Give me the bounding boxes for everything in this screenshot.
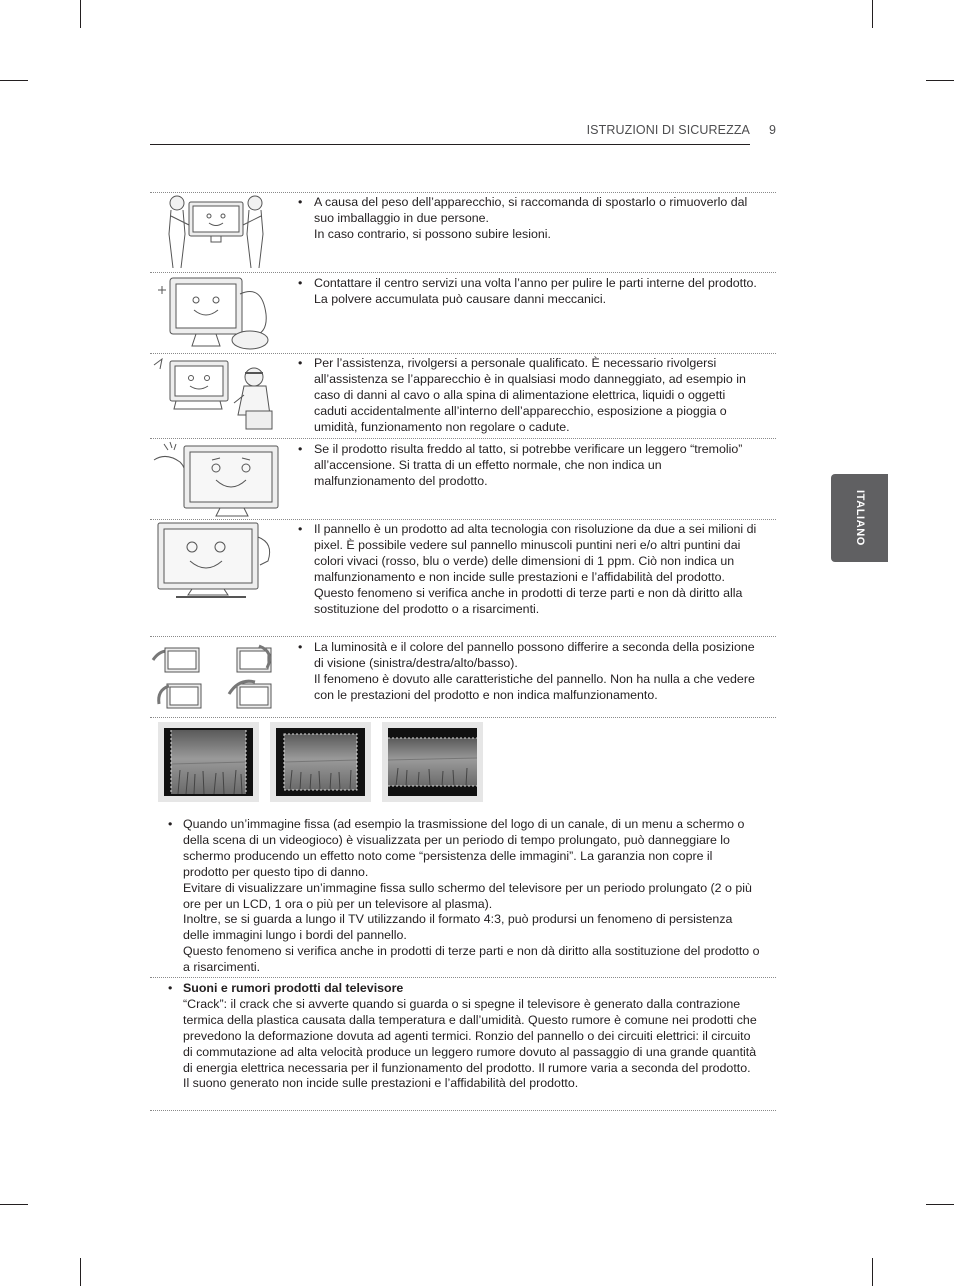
row-divider: [150, 977, 776, 978]
cold-tv-flicker-illustration: [150, 440, 280, 518]
safety-item-cold: [298, 442, 758, 490]
language-tab-label: ITALIANO: [853, 490, 866, 546]
page-header: [150, 122, 776, 146]
safety-item-text: La luminosità e il colore del pannello possono differire a seconda della posizione di visione (sinistra/destra/alto/basso).: [314, 640, 755, 670]
safety-item-service: [298, 356, 758, 436]
notice-text: “Crack”: il crack che si avverte quando si guarda o si spegne il televisore è generato dalla contrazione termica della plastica causata dalla temperatura e dall’umidità. Questo rumore è comune nei prodotti che prevedono la deformazione dovuta ad agenti termici. Ronzio del pannello o dei circuiti elettrici: il circuito di commutazione ad alta velocità produce un leggero rumore dovuto al passaggio di una grande quantità di energia elettrica necessaria per il funzionamento del prodotto. Il rumore varia a seconda del prodotto.: [183, 996, 757, 1075]
notice-text: Evitare di visualizzare un’immagine fissa sullo schermo del televisore per un periodo prolungato (2 o più ore per un LCD, 1 ora o più per un televisore al plasma).: [183, 880, 752, 911]
image-retention-notice: [168, 817, 760, 976]
safety-item-lifting: [298, 195, 758, 243]
crop-mark: [0, 1204, 28, 1205]
notice-text: Il suono generato non incide sulle prestazioni e l’affidabilità del prodotto.: [183, 1076, 579, 1091]
crop-mark: [872, 0, 873, 28]
safety-item-text: Il pannello è un prodotto ad alta tecnologia con risoluzione da due a sei milioni di pixel. È possibile vedere sul pannello minuscoli puntini neri e/o altri puntini dai colori vivaci (rosso, blu o verde) delle dimensioni di 1 ppm. Ciò non indica un malfunzionamento e non incide sulle prestazioni e l’affidabilità del prodotto.: [314, 522, 757, 584]
image-retention-photo-top-bottom-bars: [382, 722, 483, 802]
tv-technician-illustration: [150, 355, 278, 437]
row-divider: [150, 717, 776, 718]
bullet: •: [298, 522, 303, 536]
noise-heading: Suoni e rumori prodotti dal televisore: [183, 981, 404, 995]
bullet: •: [298, 442, 303, 456]
crop-mark: [926, 80, 954, 81]
bullet: •: [298, 640, 303, 654]
pixel-panel-illustration: [156, 521, 276, 601]
two-people-carrying-tv-illustration: [163, 194, 269, 270]
crop-mark: [872, 1258, 873, 1286]
safety-item-text: Questo fenomeno si verifica anche in prodotti di terze parti e non dà diritto alla sostituzione del prodotto o a risarcimenti.: [314, 585, 743, 616]
header-rule: [150, 144, 750, 145]
section-title: ISTRUZIONI DI SICUREZZA: [586, 123, 750, 137]
crop-mark: [0, 80, 28, 81]
safety-item-pixels: [298, 522, 758, 617]
language-tab: [831, 474, 888, 562]
crop-mark: [926, 1204, 954, 1205]
bullet: •: [168, 817, 173, 831]
safety-item-text: Se il prodotto risulta freddo al tatto, si potrebbe verificare un leggero “tremolio” all’accensione. Si tratta di un effetto normale, che non indica un malfunzionamento del prodotto.: [314, 442, 743, 488]
crop-mark: [80, 0, 81, 28]
bullet: •: [298, 276, 303, 290]
image-retention-photo-frame: [270, 722, 371, 802]
row-divider: [150, 1110, 776, 1111]
safety-item-text: Il fenomeno è dovuto alle caratteristiche del pannello. Non ha nulla a che vedere con le prestazioni del prodotto e non indica malfunzionamento.: [314, 671, 755, 702]
tv-vacuum-cleaner-illustration: [152, 274, 276, 352]
noise-notice: [168, 981, 760, 1092]
crop-mark: [80, 1258, 81, 1286]
safety-item-text: A causa del peso dell’apparecchio, si raccomanda di spostarlo o rimuoverlo dal suo imballaggio in due persone.: [314, 195, 748, 225]
bullet: •: [298, 195, 303, 209]
row-divider: [150, 636, 776, 637]
safety-item-viewing-angle: [298, 640, 758, 704]
safety-item-text: Per l’assistenza, rivolgersi a personale qualificato. È necessario rivolgersi all’assistenza se l’apparecchio è in qualsiasi modo danneggiato, ad esempio in caso di danni al cavo o alla spina di alimentazione elettrica, liquidi o oggetti caduti accidentalmente all’interno dell’apparecchio, esposizione a pioggia o umidità, funzionamento non regolare o cadute.: [314, 356, 746, 434]
bullet: •: [168, 981, 173, 995]
bullet: •: [298, 356, 303, 370]
safety-item-text: In caso contrario, si possono subire lesioni.: [314, 226, 551, 241]
notice-text: Inoltre, se si guarda a lungo il TV utilizzando il formato 4:3, può prodursi un fenomeno di persistenza delle immagini lungo i bordi del pannello.: [183, 912, 733, 943]
viewing-angle-illustration: [151, 638, 279, 716]
row-divider: [150, 353, 776, 354]
row-divider: [150, 272, 776, 273]
row-divider: [150, 519, 776, 520]
safety-item-cleaning: [298, 276, 758, 308]
row-divider: [150, 438, 776, 439]
safety-item-text: Contattare il centro servizi una volta l’anno per pulire le parti interne del prodotto.: [314, 276, 757, 290]
page-number: 9: [769, 123, 776, 137]
safety-item-text: La polvere accumulata può causare danni meccanici.: [314, 291, 607, 306]
image-retention-photo-side-bars: [158, 722, 259, 802]
row-divider: [150, 192, 776, 193]
notice-text: Questo fenomeno si verifica anche in prodotti di terze parti e non dà diritto alla sostituzione del prodotto o a risarcimenti.: [183, 944, 760, 975]
notice-text: Quando un’immagine fissa (ad esempio la trasmissione del logo di un canale, di un menu a schermo o della scena di un videogioco) è visualizzata per un periodo di tempo prolungato, può danneggiare lo schermo producendo un effetto noto come “persistenza delle immagini”. La garanzia non copre il prodotto per questo tipo di danno.: [183, 817, 745, 879]
